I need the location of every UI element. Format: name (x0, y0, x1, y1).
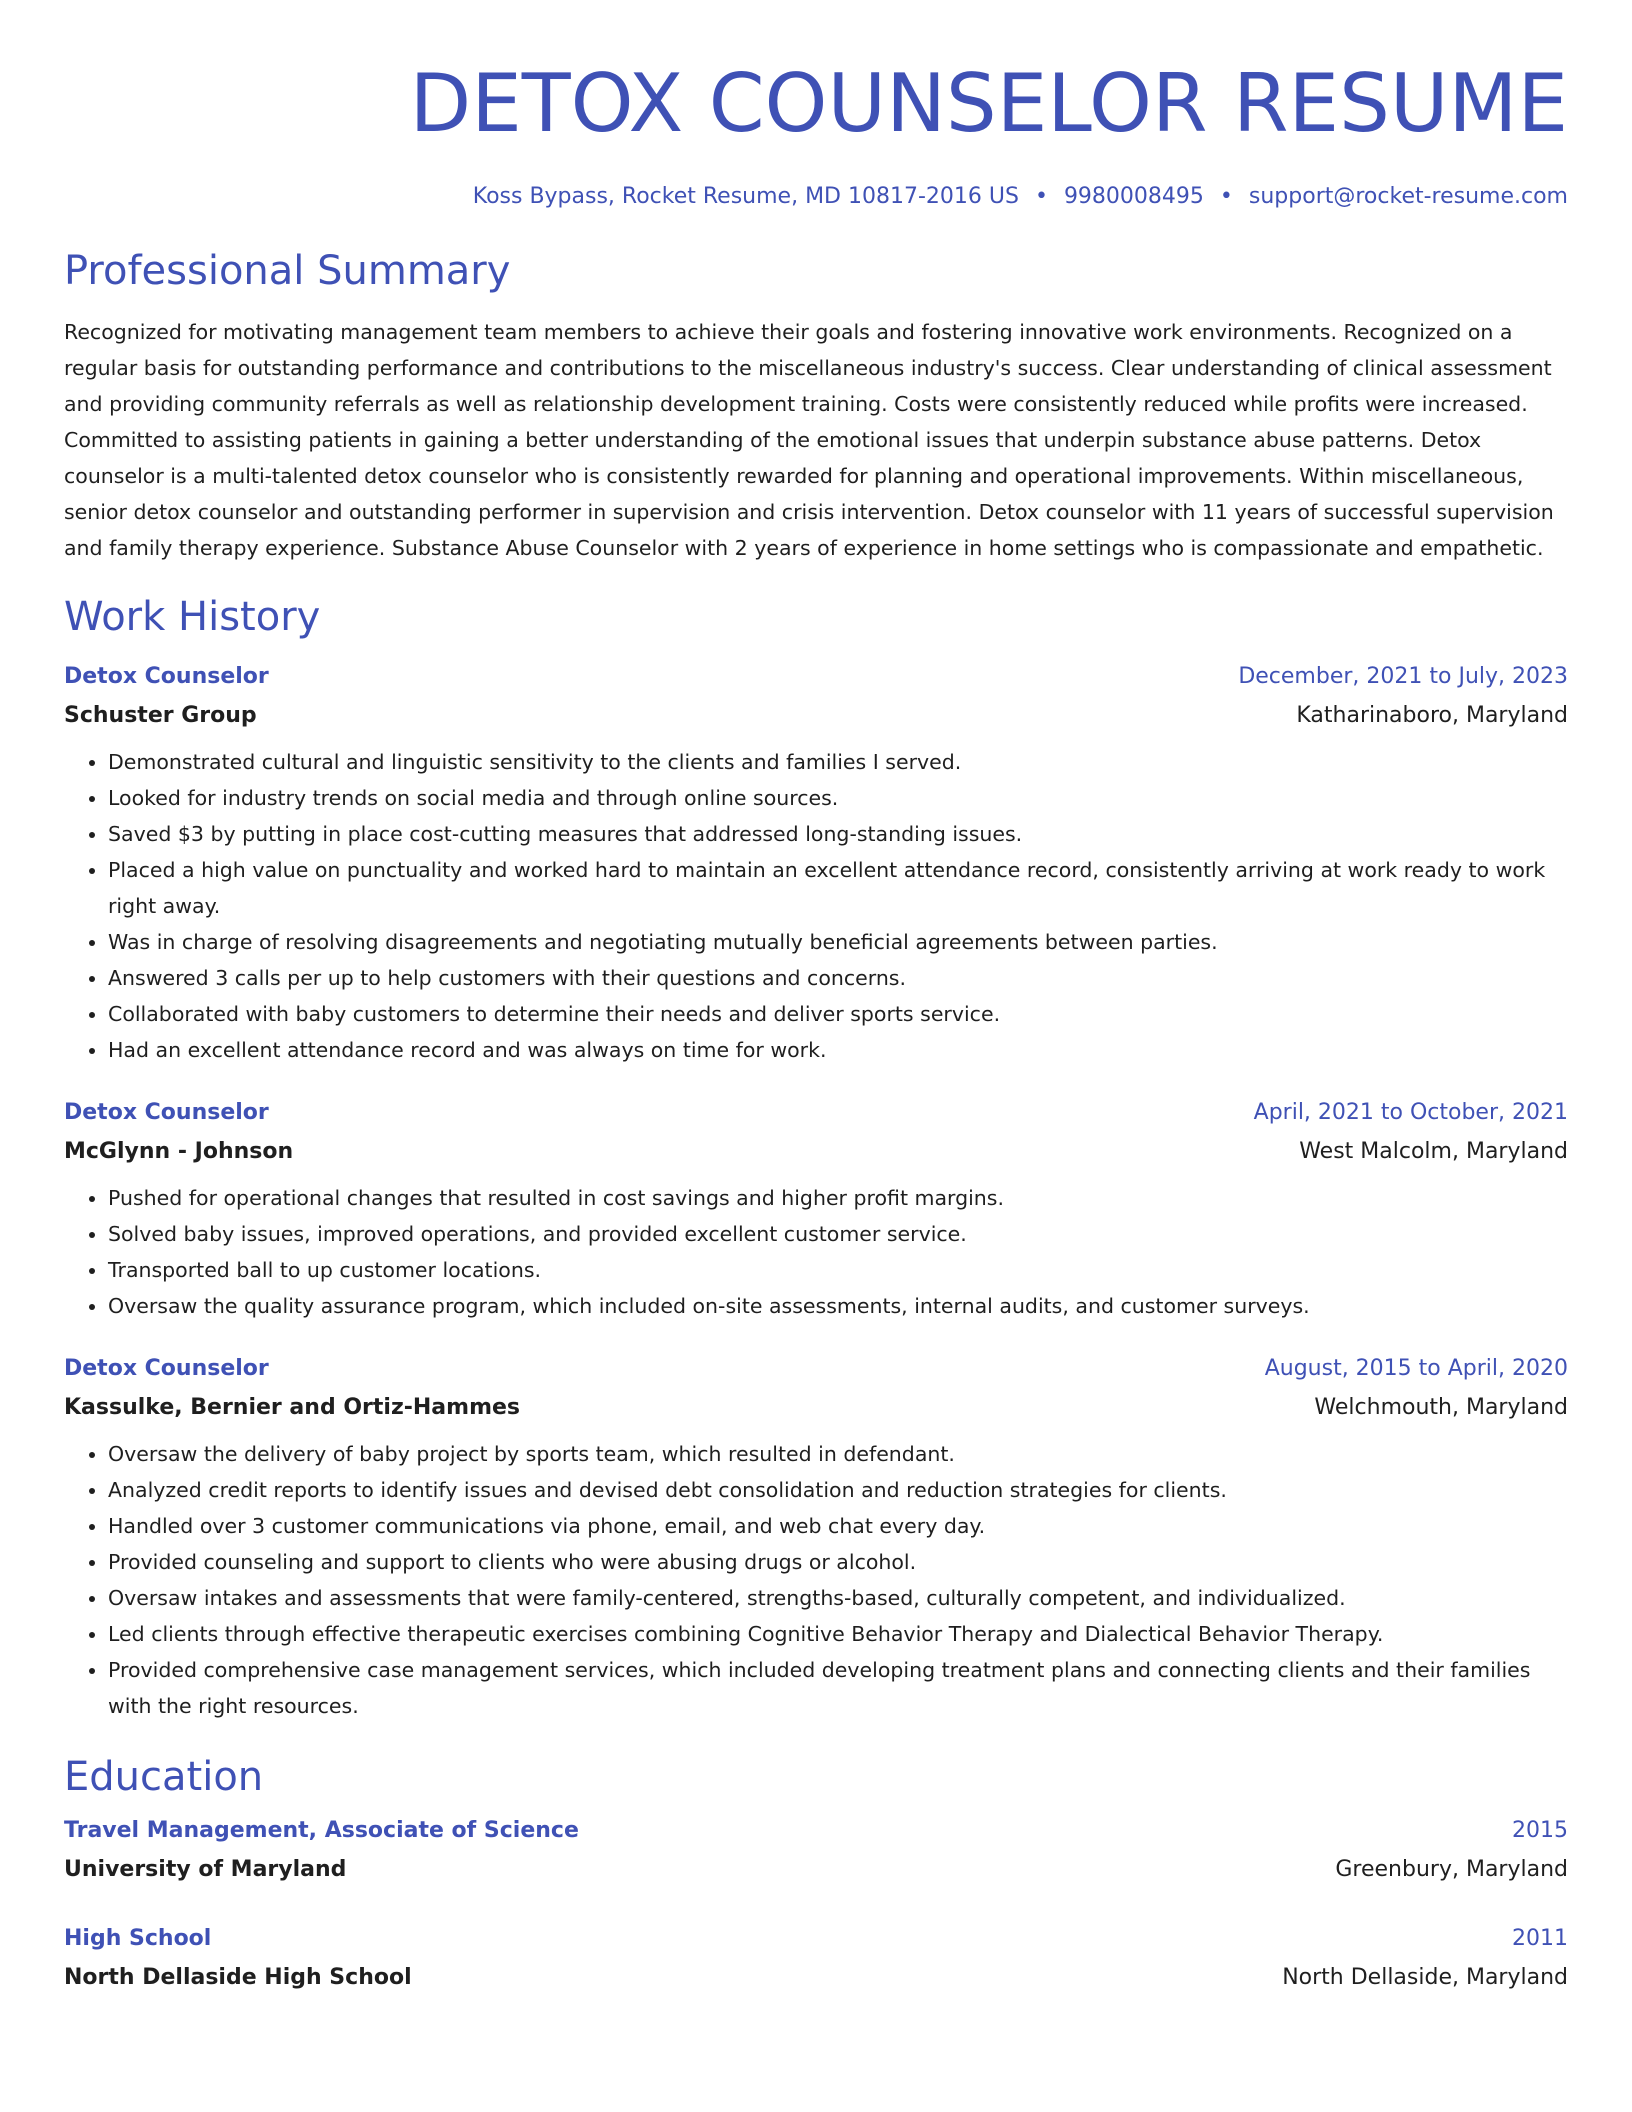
job-bullet: • Answered 3 calls per up to help customers with their questions and concerns. (108, 960, 1568, 996)
education-degree: Travel Management, Associate of Science (64, 1818, 579, 1843)
education-school: University of Maryland (64, 1857, 347, 1882)
job-bullet: • Analyzed credit reports to identify issues and devised debt consolidation and reduction strategies for clients. (108, 1472, 1568, 1508)
contact-line (64, 182, 1568, 212)
job-entry (64, 1094, 1568, 1324)
job-location: Katharinaboro, Maryland (1296, 703, 1568, 728)
job-dates: August, 2015 to April, 2020 (1264, 1356, 1568, 1381)
contact-separator: • (1034, 184, 1048, 209)
job-bullet: • Oversaw the delivery of baby project by sports team, which resulted in defendant. (108, 1436, 1568, 1472)
job-entry (64, 658, 1568, 1068)
job-bullet: • Oversaw intakes and assessments that were family-centered, strengths-based, culturally competent, and individualized. (108, 1580, 1568, 1616)
job-bullet-list (64, 1180, 1568, 1324)
resume-page (64, 0, 1568, 1998)
section-heading-work-history: Work History (64, 594, 321, 640)
job-bullet: • Provided counseling and support to clients who were abusing drugs or alcohol. (108, 1544, 1568, 1580)
job-bullet: • Led clients through effective therapeutic exercises combining Cognitive Behavior Therapy and Dialectical Behavior Therapy. (108, 1616, 1568, 1652)
education-year: 2011 (1512, 1926, 1568, 1951)
job-bullet: • Saved $3 by putting in place cost-cutting measures that addressed long-standing issues. (108, 816, 1568, 852)
education-degree: High School (64, 1926, 212, 1951)
job-location: West Malcolm, Maryland (1299, 1139, 1568, 1164)
contact-separator: • (1219, 184, 1233, 209)
job-bullet: • Handled over 3 customer communications via phone, email, and web chat every day. (108, 1508, 1568, 1544)
job-company: Kassulke, Bernier and Ortiz-Hammes (64, 1395, 521, 1420)
job-bullet: • Looked for industry trends on social media and through online sources. (108, 780, 1568, 816)
job-bullet: • Was in charge of resolving disagreements and negotiating mutually beneficial agreements between parties. (108, 924, 1568, 960)
job-location: Welchmouth, Maryland (1314, 1395, 1568, 1420)
job-bullet: • Pushed for operational changes that resulted in cost savings and higher profit margins. (108, 1180, 1568, 1216)
job-bullet: • Placed a high value on punctuality and worked hard to maintain an excellent attendance record, consistently arriving at work ready to work right away. (108, 852, 1568, 924)
education-entry (64, 1812, 1568, 1890)
summary-text: Recognized for motivating management team members to achieve their goals and fostering innovative work environments. Recognized on a regular basis for outstanding performance and contributions to the miscellaneous industry's success. Clear understanding of clinical assessment and providing community referrals as well as relationship development training. Costs were consistently reduced while profits were increased. Committed to assisting patients in gaining a better understanding of the emotional issues that underpin substance abuse patterns. Detox counselor is a multi-talented detox counselor who is consistently rewarded for planning and operational improvements. Within miscellaneous, senior detox counselor and outstanding performer in supervision and crisis intervention. Detox counselor with 11 years of successful supervision and family therapy experience. Substance Abuse Counselor with 2 years of experience in home settings who is compassionate and empathetic. (64, 320, 1554, 560)
job-bullet: • Solved baby issues, improved operations, and provided excellent customer service. (108, 1216, 1568, 1252)
job-bullet: • Oversaw the quality assurance program, which included on-site assessments, internal audits, and customer surveys. (108, 1288, 1568, 1324)
contact-address: Koss Bypass, Rocket Resume, MD 10817-2016 US (472, 184, 1019, 209)
job-title: Detox Counselor (64, 664, 269, 689)
job-company: Schuster Group (64, 703, 257, 728)
job-bullet: • Provided comprehensive case management services, which included developing treatment plans and connecting clients and their families with the right resources. (108, 1652, 1568, 1724)
job-bullet: • Transported ball to up customer locations. (108, 1252, 1568, 1288)
section-heading-education: Education (64, 1754, 264, 1800)
resume-title: DETOX COUNSELOR RESUME (409, 57, 1568, 150)
education-school: North Dellaside High School (64, 1965, 412, 1990)
job-bullet-list (64, 1436, 1568, 1724)
job-title: Detox Counselor (64, 1100, 269, 1125)
contact-phone: 9980008495 (1063, 184, 1204, 209)
job-title: Detox Counselor (64, 1356, 269, 1381)
job-dates: April, 2021 to October, 2021 (1253, 1100, 1568, 1125)
education-year: 2015 (1512, 1818, 1568, 1843)
education-location: North Dellaside, Maryland (1282, 1965, 1568, 1990)
job-dates: December, 2021 to July, 2023 (1238, 664, 1568, 689)
section-heading-summary: Professional Summary (64, 248, 511, 294)
education-entry (64, 1920, 1568, 1998)
job-bullet: • Collaborated with baby customers to determine their needs and deliver sports service. (108, 996, 1568, 1032)
job-bullet: • Had an excellent attendance record and was always on time for work. (108, 1032, 1568, 1068)
job-bullet: • Demonstrated cultural and linguistic sensitivity to the clients and families I served. (108, 744, 1568, 780)
job-entry (64, 1350, 1568, 1724)
education-location: Greenbury, Maryland (1335, 1857, 1568, 1882)
job-bullet-list (64, 744, 1568, 1068)
contact-email: support@rocket-resume.com (1248, 184, 1568, 209)
job-company: McGlynn - Johnson (64, 1139, 294, 1164)
